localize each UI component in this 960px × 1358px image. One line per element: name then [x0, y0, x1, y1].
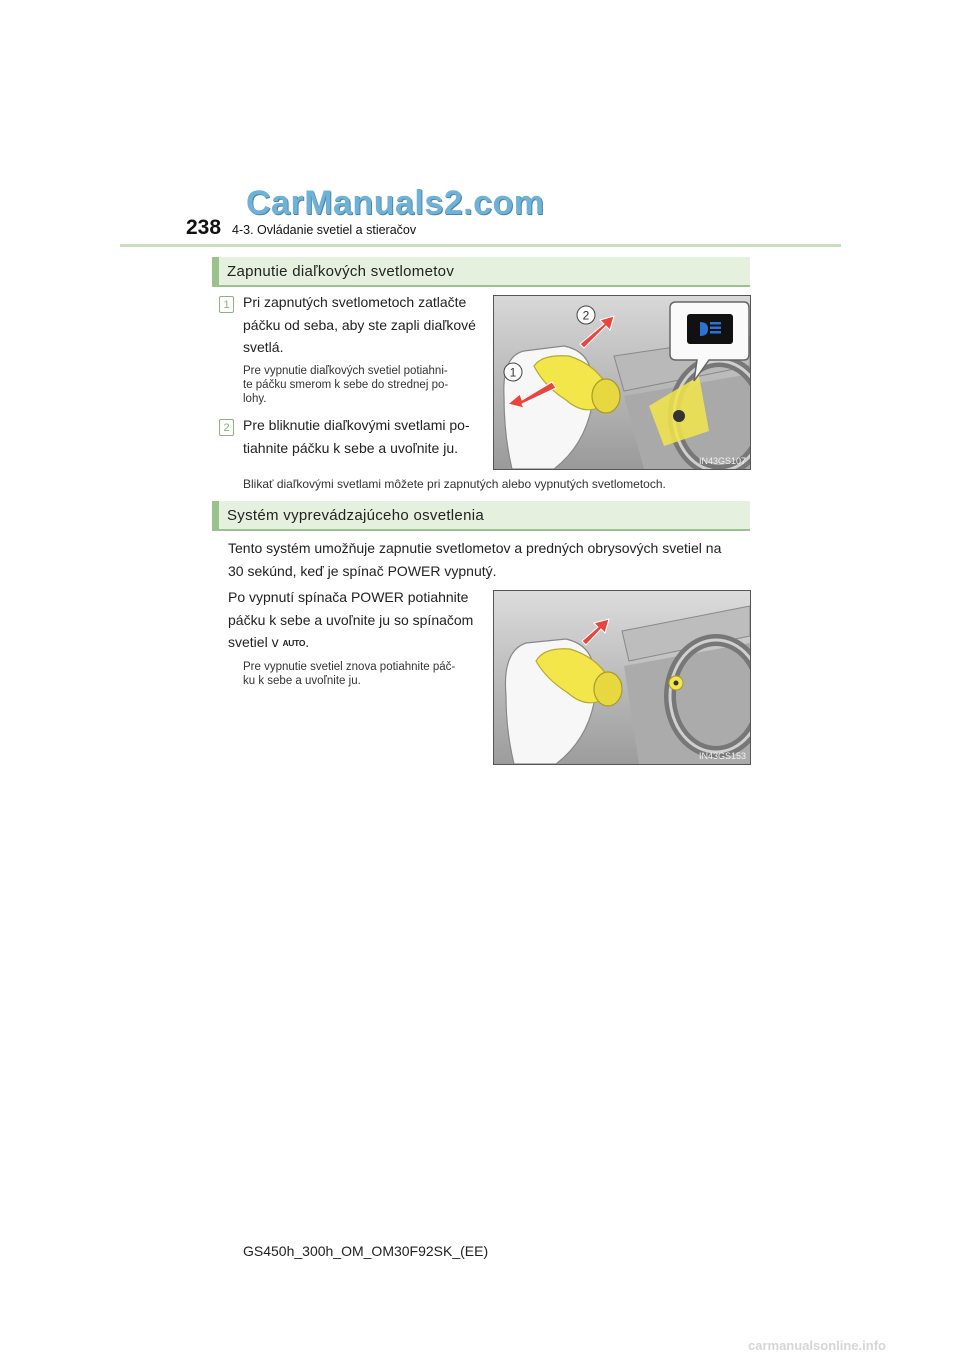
section-1-note: Blikať diaľkovými svetlami môžete pri zapnutých alebo vypnutých svetlometoch. — [243, 477, 666, 491]
watermark-logo: CarManuals2.com — [246, 184, 545, 222]
section-heading-high-beam — [212, 257, 750, 287]
svg-text:2: 2 — [582, 308, 590, 323]
section-title: Zapnutie diaľkových svetlometov — [227, 263, 455, 280]
lever-illustration — [494, 591, 750, 764]
header-divider — [120, 244, 841, 247]
figure-headlight-switch — [493, 590, 751, 765]
section-title: Systém vyprevádzajúceho osvetlenia — [227, 507, 484, 524]
step-number-2: 2 — [219, 419, 234, 436]
watermark-bottom: carmanualsonline.info — [748, 1338, 886, 1353]
figure-code: IN43GS153 — [698, 751, 746, 761]
figure-high-beam-lever — [493, 295, 751, 470]
page-number: 238 — [186, 216, 222, 239]
figure-code: IN43GS107 — [698, 456, 746, 466]
step-2-text: Pre bliknutie diaľkovými svetlami po- tiahnite páčku k sebe a uvoľnite ju. — [243, 417, 470, 456]
step-number-1: 1 — [219, 296, 234, 313]
document-code-footer: GS450h_300h_OM_OM30F92SK_(EE) — [243, 1243, 489, 1259]
auto-position-icon: AUTO — [282, 638, 306, 648]
chapter-title: 4-3. Ovládanie svetiel a stieračov — [232, 223, 417, 237]
step-1-text: Pri zapnutých svetlometoch zatlačte páčku od seba, aby ste zapli diaľkové svetlá. — [243, 294, 476, 355]
section-2-instruction: Po vypnutí spínača POWER potiahnite páčku k sebe a uvoľnite ju so spínačom svetiel v AUTO. — [228, 586, 483, 655]
section-heading-follow-me-home — [212, 501, 750, 531]
section-2-note: Pre vypnutie svetiel znova potiahnite páč- ku k sebe a uvoľnite ju. — [243, 661, 456, 687]
section-2-intro: Tento systém umožňuje zapnutie svetlometov a predných obrysových svetiel na 30 sekúnd, keď je spínač POWER vypnutý. — [228, 540, 722, 579]
lever-illustration — [494, 296, 750, 469]
svg-text:1: 1 — [509, 365, 517, 380]
step-1-note: Pre vypnutie diaľkových svetiel potiahni- te páčku smerom k sebe do strednej po- lohy. — [243, 365, 449, 405]
